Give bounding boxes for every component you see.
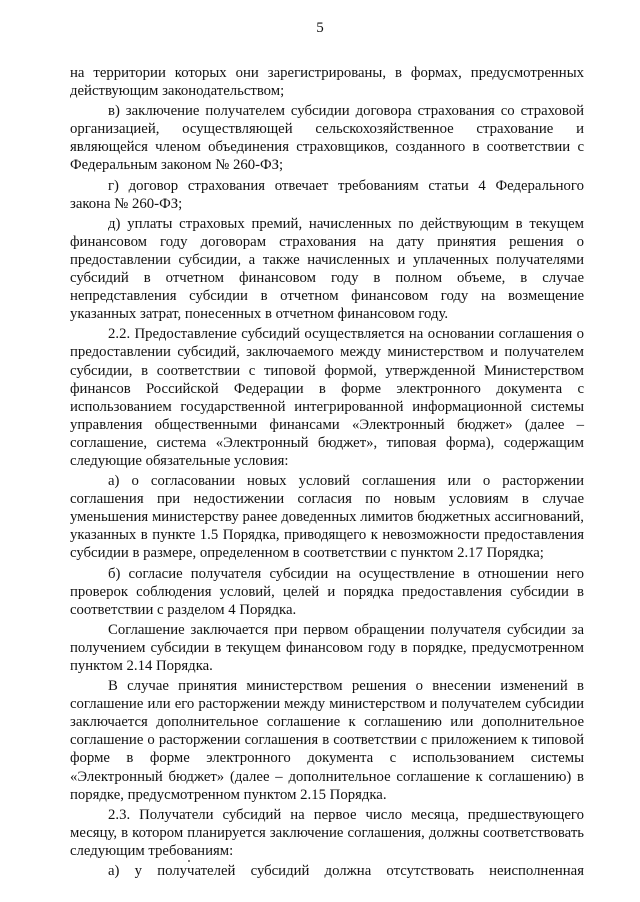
document-body	[70, 64, 584, 882]
paragraph: а) у получателей субсидий должна отсутствовать неисполненная	[108, 863, 584, 880]
paragraph: В случае принятия министерством решения о внесении изменений в соглашение или его расторжении между министерством и получателем субсидии заключается дополнительное соглашение к соглашению или дополнительное соглашение о расторжении соглашения в соответствии с приложением к типовой форме в форме электронного документа с использованием системы «Электронный бюджет» (далее – дополнительное соглашение к соглашению) в порядке, предусмотренном пунктом 2.15 Порядка.	[70, 678, 584, 803]
paragraph: Соглашение заключается при первом обращении получателя субсидии за получением субсидии в текущем финансовом году в порядке, предусмотренном пунктом 2.14 Порядка.	[70, 621, 584, 674]
page-number: 5	[316, 20, 324, 36]
paragraph: 2.3. Получатели субсидий на первое число месяца, предшествующего месяцу, в котором планируется заключение соглашения, должны соответствовать следующим требованиям:	[70, 806, 584, 859]
paragraph: в) заключение получателем субсидии договора страхования со страховой организацией, осуществляющей сельскохозяйственное страхование и являющейся членом объединения страховщиков, созданного в соответствии с Федеральным законом № 260-ФЗ;	[70, 103, 584, 174]
paragraph: д) уплаты страховых премий, начисленных по действующим в текущем финансовом году договорам страхования на дату принятия решения о предоставлении субсидии, а также начисленных и уплаченных получателями субсидий в отчетном финансовом году в полном объеме, в случае непредставления субсидии в отчетном финансовом году на возмещение указанных затрат, понесенных в отчетном финансовом году.	[70, 215, 584, 323]
paragraph: на территории которых они зарегистрированы, в формах, предусмотренных действующим законодательством;	[70, 65, 584, 100]
paragraph: г) договор страхования отвечает требованиям статьи 4 Федерального закона № 260-ФЗ;	[70, 177, 584, 212]
scan-speck	[188, 860, 190, 862]
paragraph: а) о согласовании новых условий соглашения или о расторжении соглашения при недостижении согласия по новым условиям в случае уменьшения министерству ранее доведенных лимитов бюджетных ассигнований, указанных в пункте 1.5 Порядка, приводящего к невозможности предоставления субсидии в размере, определенном в соответствии с пунктом 2.17 Порядка;	[70, 473, 584, 562]
paragraph: 2.2. Предоставление субсидий осуществляется на основании соглашения о предоставлении субсидий, заключаемого между министерством и получателем субсидии, в соответствии с типовой формой, утвержденной Министерством финансов Российской Федерации в форме электронного документа с использованием государственной интегрированной информационной системы управления общественными финансами «Электронный бюджет» (далее – соглашение, система «Электронный бюджет», типовая форма), содержащим следующие обязательные условия:	[70, 326, 584, 469]
paragraph: б) согласие получателя субсидии на осуществление в отношении него проверок соблюдения условий, целей и порядка предоставления субсидии в соответствии с разделом 4 Порядка.	[70, 565, 584, 618]
